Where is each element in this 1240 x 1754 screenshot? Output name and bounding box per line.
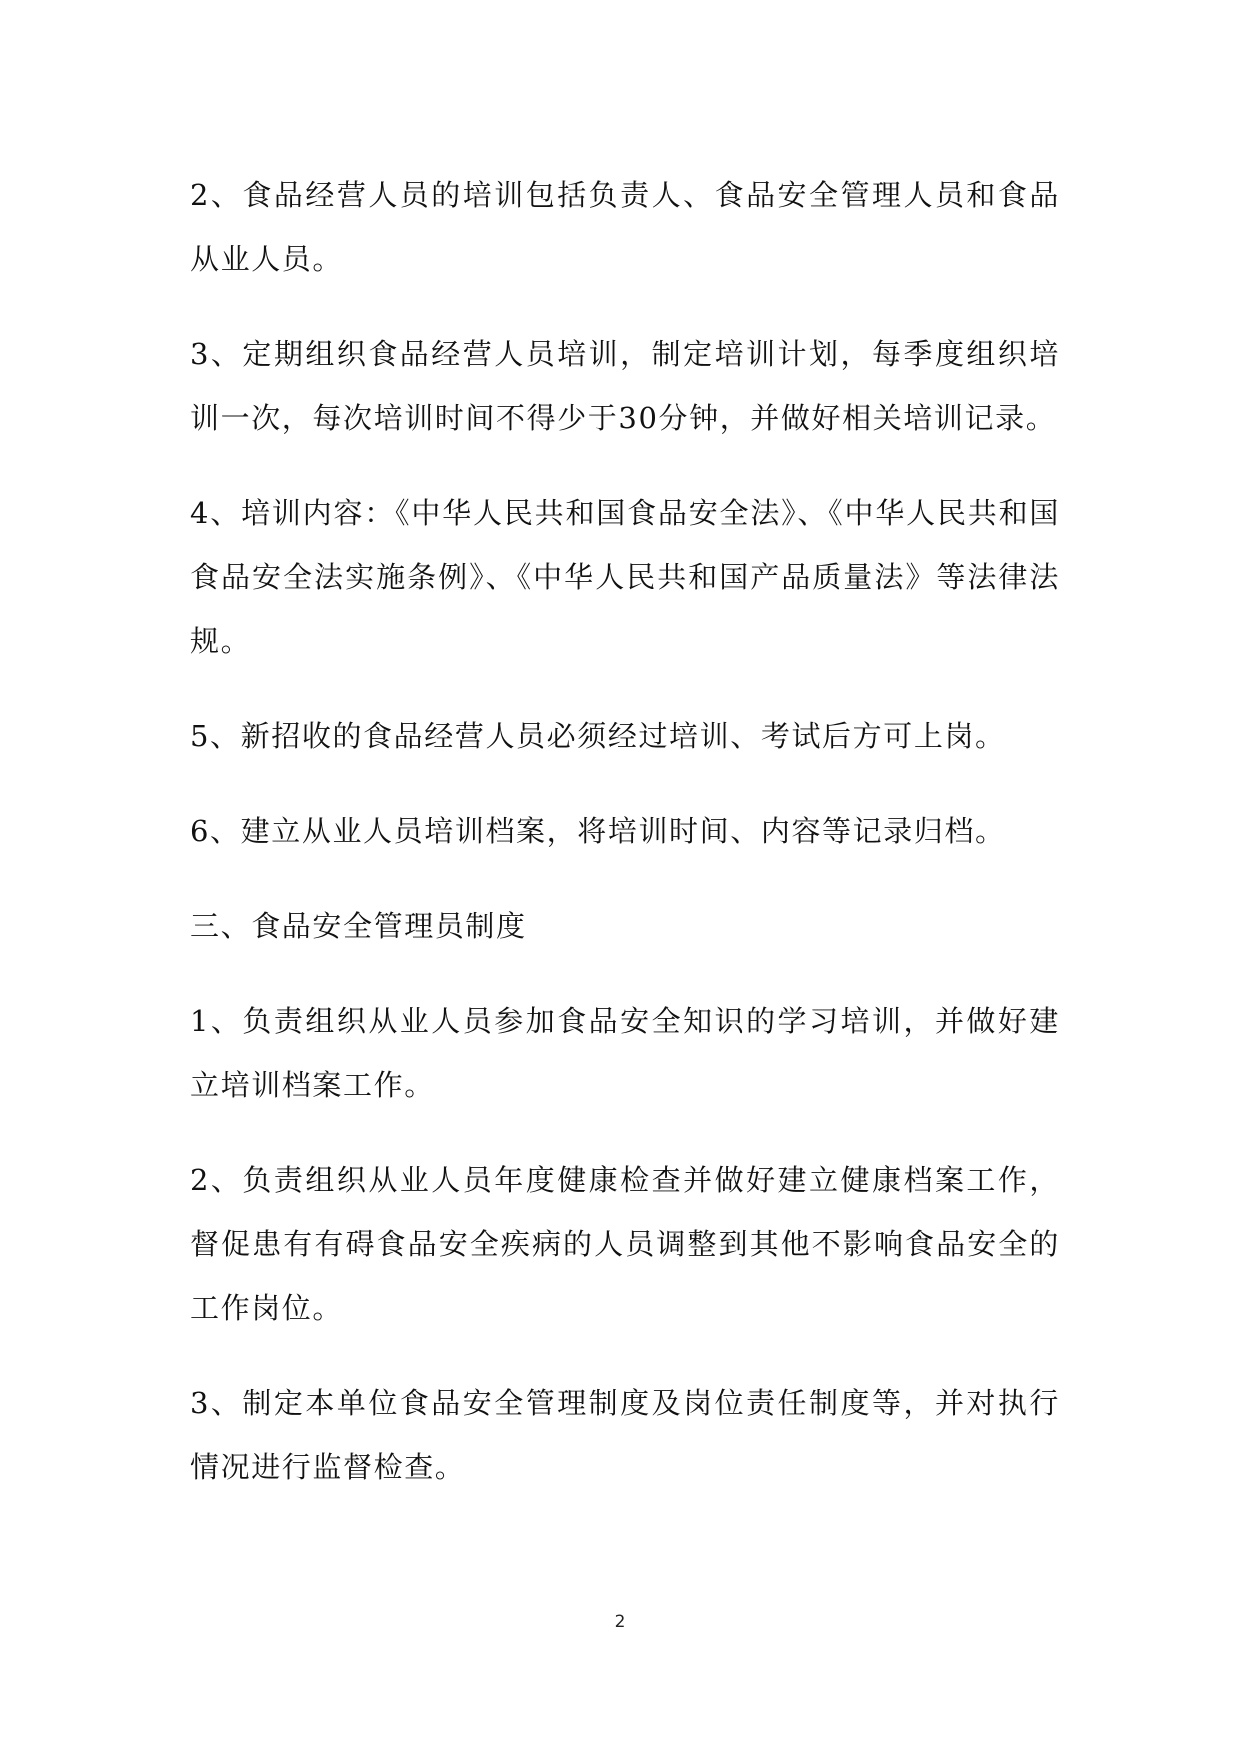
document-body (190, 163, 1060, 1530)
paragraph-training-content: 4、培训内容：《中华人民共和国食品安全法》、《中华人民共和国食品安全法实施条例》、《中华人民共和国产品质量法》等法律法规。 (190, 496, 1060, 658)
paragraph-new-staff-training: 5、新招收的食品经营人员必须经过培训、考试后方可上岗。 (190, 719, 1006, 753)
paragraph-manager-duty-2: 2、负责组织从业人员年度健康检查并做好建立健康档案工作，督促患有有碍食品安全疾病的人员调整到其他不影响食品安全的工作岗位。 (190, 1163, 1060, 1325)
paragraph-manager-duty-1: 1、负责组织从业人员参加食品安全知识的学习培训，并做好建立培训档案工作。 (190, 1004, 1060, 1102)
paragraph-training-archive: 6、建立从业人员培训档案，将培训时间、内容等记录归档。 (190, 814, 1006, 848)
paragraph-training-schedule: 3、定期组织食品经营人员培训，制定培训计划，每季度组织培训一次，每次培训时间不得少于30分钟，并做好相关培训记录。 (190, 337, 1060, 435)
paragraph-manager-duty-3: 3、制定本单位食品安全管理制度及岗位责任制度等，并对执行情况进行监督检查。 (190, 1386, 1060, 1484)
section-heading-safety-manager: 三、食品安全管理员制度 (190, 909, 527, 943)
paragraph-training-scope: 2、食品经营人员的培训包括负责人、食品安全管理人员和食品从业人员。 (190, 178, 1060, 276)
page-number: 2 (614, 1612, 626, 1632)
